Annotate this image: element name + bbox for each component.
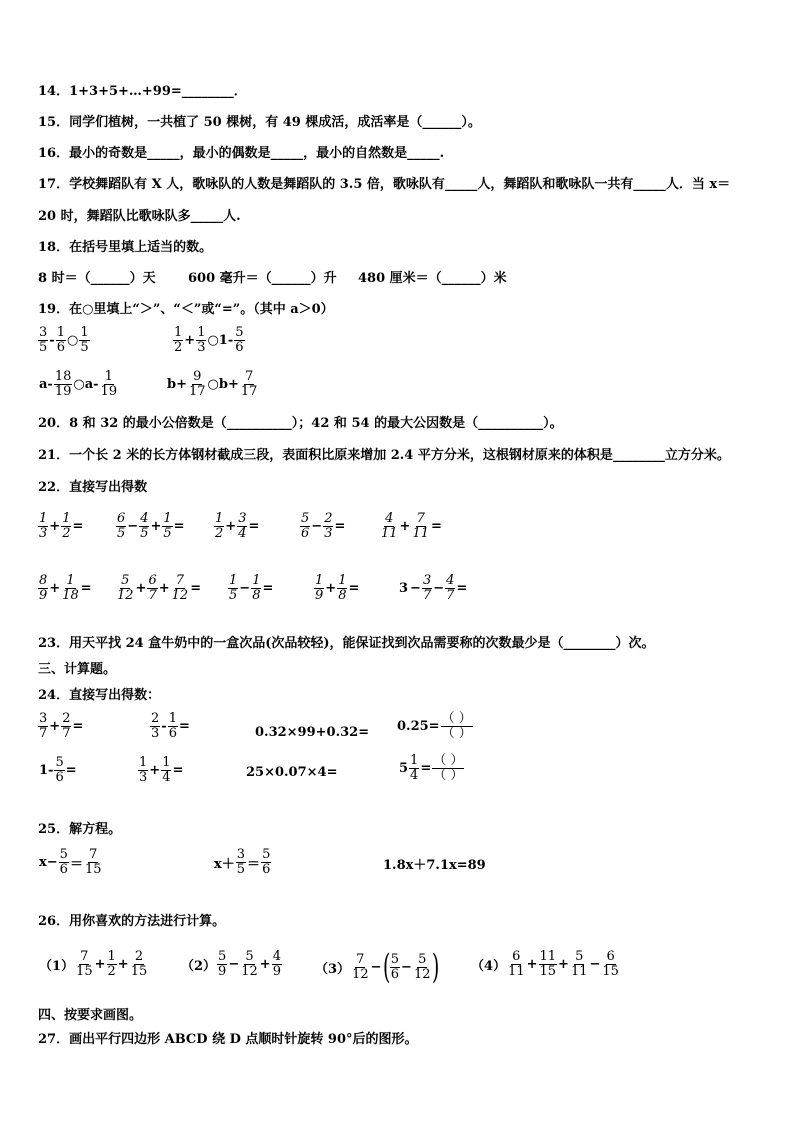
equals: = [348,581,360,596]
fraction: $\frac{4}{9}$ [272,949,281,979]
fraction: $\frac{1}{5}$ [163,511,172,541]
operator: + [325,581,337,596]
operator: − [401,959,412,975]
prefix: 3 [399,581,409,596]
fraction: $\frac{5}{11}$ [570,949,588,979]
fraction: $\frac{1}{8}$ [338,573,347,603]
operator: + [158,581,170,596]
q24-c: 0.32×99+0.32= [255,725,370,740]
q22-expression [398,574,468,603]
operator: − [410,581,421,596]
q24-a: $\frac{3}{7}$ + $\frac{2}{7}$ = [39,711,84,741]
equals: = [190,581,202,596]
q26-expr-3: （3） $\frac{7}{12}$ −( $\frac{5}{6}$ − $\frac{5}{12}$ ) [315,947,439,987]
q22-expression [300,512,346,541]
operator: + [49,519,61,534]
fraction: $\frac{11}{15}$ [539,949,557,979]
operator: − [311,519,323,534]
fraction: $\frac{1}{8}$ [252,573,261,603]
fraction: $\frac{5}{6}$ [390,951,400,982]
q26-expr-2: （2） $\frac{5}{9}$ − $\frac{5}{12}$ + $\frac{4}{9}$ [181,949,281,979]
q22-expression [228,574,274,603]
operator: + [94,957,106,972]
q22-expression [314,574,360,603]
q24-e: 1- $\frac{5}{6}$ = [39,755,77,785]
operator: + [558,957,569,972]
fraction: $\frac{1}{2}$ [215,511,224,541]
section-4: 四、按要求画图。 [38,1008,143,1023]
equals: = [72,519,84,534]
operator: + [225,519,237,534]
q25-a: x− $\frac{5}{6}$ ＝ $\frac{7}{15}$ [39,847,102,877]
q18-a: 8 时＝（______）天 [38,271,156,286]
q17-line2: 20 时，舞蹈队比歌咏队多_____人. [38,209,241,224]
q25: 25．解方程。 [38,822,122,837]
q25-b: x＋ $\frac{3}{5}$ ＝ $\frac{5}{6}$ [214,847,271,877]
q19-expr-1: $\frac{3}{5}$ - $\frac{1}{6}$ ○ $\frac{1}{5}$ [39,325,89,355]
fraction: $\frac{6}{15}$ [602,949,619,979]
equals: = [456,581,468,596]
operator: + [526,957,538,972]
q19-expr-3: a- $\frac{18}{19}$ ○a- $\frac{1}{19}$ [39,369,118,399]
fraction: $\frac{3}{7}$ [422,573,432,603]
operator: + [150,519,162,534]
q22: 22．直接写出得数 [38,480,148,495]
operator: + [135,581,147,596]
q22-expression [116,512,186,541]
section-3: 三、计算题。 [38,662,117,677]
q24-h: 5 $\frac{1}{4}$ = $\frac{( )}{( )}$ [399,753,464,783]
q18-b: 600 毫升＝（______）升 [188,271,337,286]
fraction: $\frac{6}{7}$ [148,573,157,603]
fraction: $\frac{1}{2}$ [107,949,116,979]
fraction: $\frac{6}{11}$ [508,949,525,979]
q19: 19．在○里填上“＞”、“＜”或“=”。（其中 a＞0） [38,302,334,317]
operator: − [228,957,240,972]
q19-expr-4: b+ $\frac{9}{17}$ ○b+ $\frac{7}{17}$ [167,369,258,399]
q19-expr-2: $\frac{1}{2}$ + $\frac{1}{3}$ ○1- $\frac{5}{6}$ [174,325,244,355]
fraction: $\frac{4}{7}$ [446,573,455,603]
operator: − [127,519,139,534]
q23: 23．用天平找 24 盒牛奶中的一盒次品(次品较轻)，能保证找到次品需要称的次数最少是（________）次。 [38,636,655,651]
operator: + [259,957,271,972]
operator: + [399,519,411,534]
q14: 14．1+3+5+…+99=________． [38,84,247,99]
fraction: $\frac{5}{12}$ [413,951,431,982]
fraction: $\frac{2}{3}$ [324,511,333,541]
q26-expr-4: （4） $\frac{6}{11}$ + $\frac{11}{15}$ + $\frac{5}{11}$ − $\frac{6}{15}$ [471,949,619,979]
fraction: $\frac{7}{12}$ [171,573,189,603]
q26: 26．用你喜欢的方法进行计算。 [38,914,226,929]
q16: 16．最小的奇数是_____，最小的偶数是_____，最小的自然数是_____. [38,146,445,161]
operator: + [49,581,61,596]
fraction: $\frac{6}{5}$ [117,511,126,541]
q22-expression [116,574,202,603]
q22-expression [38,574,93,603]
q22-expression [38,512,84,541]
fraction: $\frac{1}{3}$ [39,511,48,541]
q20: 20．8 和 32 的最小公倍数是（__________）；42 和 54 的最大公因数是（__________）。 [38,416,563,431]
operator: − [239,581,251,596]
operator: + [117,957,129,972]
fraction: $\frac{1}{2}$ [62,511,71,541]
q27: 27．画出平行四边形 ABCD 绕 D 点顺时针旋转 90°后的图形。 [38,1032,418,1047]
equals: = [248,519,260,534]
fraction: $\frac{4}{11}$ [381,511,398,541]
q25-c: 1.8x＋7.1x=89 [383,858,486,873]
q15: 15．同学们植树，一共植了 50 棵树，有 49 棵成活，成活率是（______）。 [38,115,481,130]
q21: 21．一个长 2 米的长方体钢材截成三段，表面积比原来增加 2.4 平方分米，这根钢材原来的体积是________立方分米。 [38,448,730,463]
fraction: $\frac{5}{6}$ [301,511,310,541]
equals: = [173,519,185,534]
q24-d: 0.25= $\frac{( )}{( )}$ [397,711,472,741]
q24-f: $\frac{1}{3}$ + $\frac{1}{4}$ = [139,755,184,785]
operator: − [589,957,601,972]
q18: 18．在括号里填上适当的数。 [38,240,213,255]
q24-g: 25×0.07×4= [246,765,338,780]
q18-c: 480 厘米＝（______）米 [358,271,507,286]
fraction: $\frac{4}{5}$ [140,511,149,541]
fraction: $\frac{5}{12}$ [117,573,134,603]
fraction: $\frac{8}{9}$ [39,573,48,603]
fraction: $\frac{2}{15}$ [130,949,148,979]
fraction: $\frac{7}{15}$ [76,949,93,979]
fraction: $\frac{3}{4}$ [238,511,247,541]
fraction: $\frac{5}{9}$ [218,949,227,979]
q17-line1: 17．学校舞蹈队有 X 人，歌咏队的人数是舞蹈队的 3.5 倍，歌咏队有_____人，舞蹈队和歌咏队一共有_____人．当 x＝ [38,177,731,192]
q26-expr-1: （1） $\frac{7}{15}$ + $\frac{1}{2}$ + $\frac{2}{15}$ [39,949,148,979]
equals: = [80,581,92,596]
fraction: $\frac{1}{9}$ [315,573,324,603]
fraction: $\frac{5}{12}$ [241,949,258,979]
q24-b: $\frac{2}{3}$ - $\frac{1}{6}$ = [151,711,190,741]
equals: = [334,519,346,534]
equals: = [431,519,442,534]
q24: 24．直接写出得数： [38,688,161,703]
fraction: $\frac{7}{11}$ [412,511,429,541]
fraction: $\frac{1}{5}$ [229,573,238,603]
equals: = [262,581,274,596]
fraction: $\frac{1}{18}$ [62,573,79,603]
operator: − [433,581,445,596]
q22-expression [214,512,260,541]
q22-expression [380,512,443,541]
